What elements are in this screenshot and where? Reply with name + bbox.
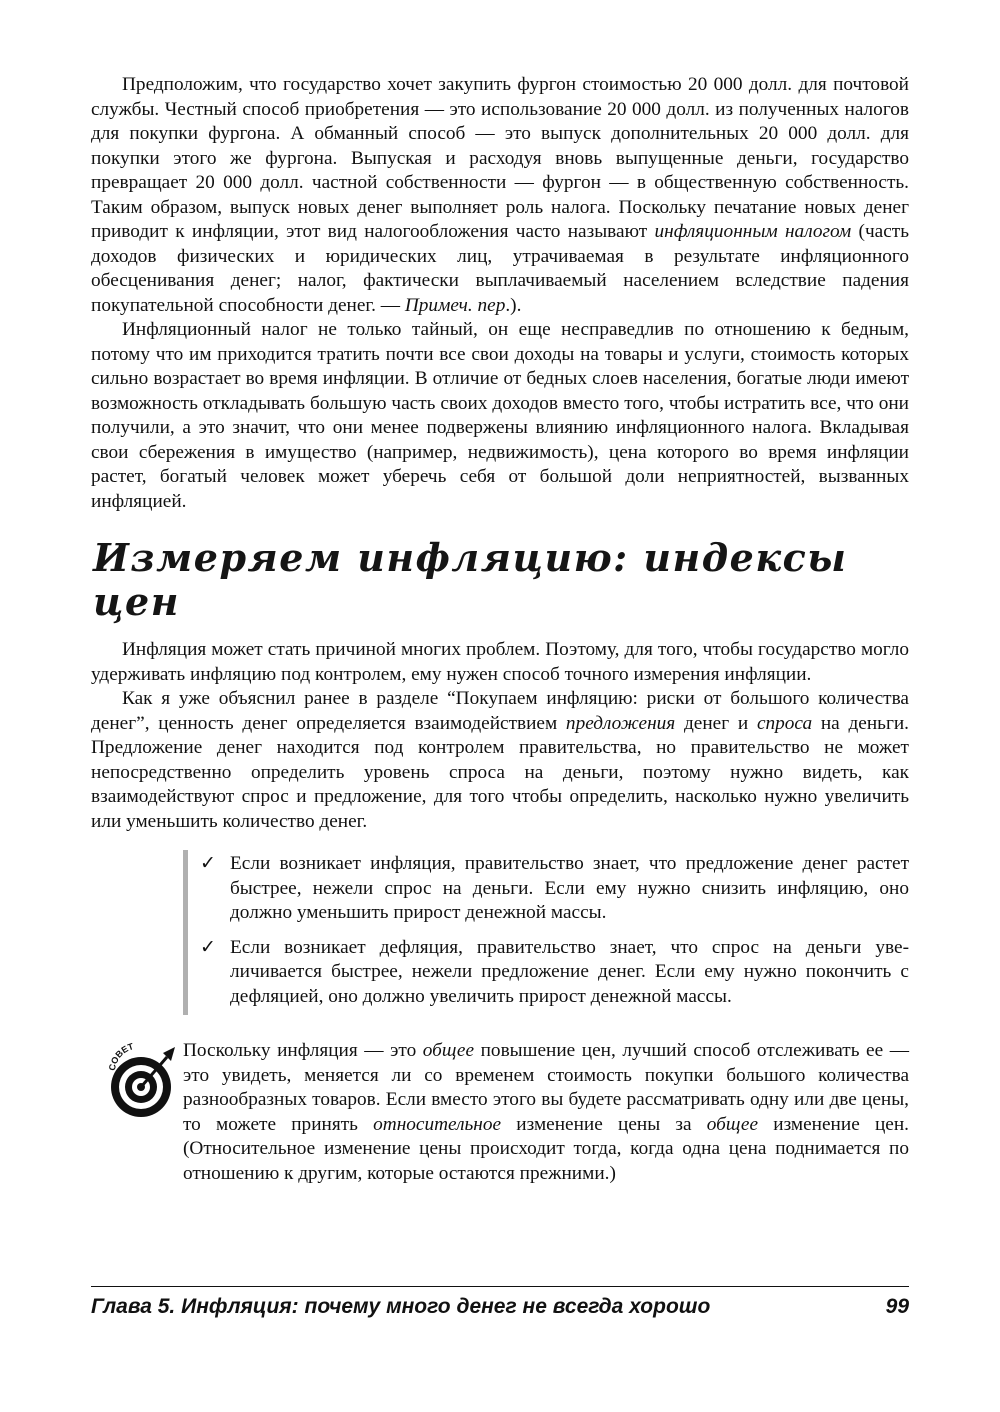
paragraph xyxy=(91,638,909,687)
emphasis-text: общее xyxy=(706,1113,759,1135)
emphasis-text: относительное xyxy=(373,1113,502,1135)
tip-icon-label: СОВЕТ xyxy=(106,1041,135,1072)
paragraph xyxy=(91,318,909,514)
text-run: Инфляционный налог не только тайный, он еще несправедлив по отношению к бедным, потому что им приходится тратить почти все свои доходы на товары и услуги, стоимость которых сильно возрастает во время инфляции. В отличие от бедных слоев населения, богатые люди имеют возможность откладывать большую часть своих доходов вместо того, чтобы истратить все, что они получили, а это значит, что они менее подвержены влиянию инфляционного налога. Вкладывая свои сбережения в имущество (например, недвижимость), цена которого во время инфляции растет, богатый человек может уберечь себя от большой доли неприятностей, вызванных инфляцией. xyxy=(91,319,909,512)
page-footer xyxy=(91,1286,909,1319)
text-run: изменение цен. (Относительное изменение цены происходит тогда, когда одна цена поднимается по отношению к другим, которые остаются прежними.) xyxy=(183,1113,909,1184)
text-run: Предположим, что государство хочет закупить фургон стоимостью 20 000 долл. для почтовой службы. Честный способ приобретения — это использование 20 000 долл. из полученных налогов для покупки фургона. А обманный способ — это выпуск дополнительных 20 000 долл. для покупки этого же фургона. Выпуская и расходуя вновь выпущенные деньги, государство превращает 20 000 долл. частной собственности — фургон — в общественную собственность. Таким образом, выпуск новых денег выполняет роль налога. Поскольку печатание новых денег приводит к инфляции, этот вид налогообложения часто называют xyxy=(91,74,909,242)
page-number: 99 xyxy=(885,1295,909,1318)
emphasis-text: общее xyxy=(422,1040,475,1061)
bullet-text: Если возникает инфляция, правительство знает, что предложение денег растет быстрее, нежели спрос на деньги. Если ему нужно снизить инфляцию, оно должно уменьшить прирост денежной массы. xyxy=(230,853,909,923)
text-run: (часть доходов физических и юридических лиц, утрачиваемая в результате инфляционного обесценивания денег; налог, фактически выплачиваемый населением вследствие падения покупательной способности денег. — xyxy=(91,221,910,316)
section-heading: Измеряем инфляцию: индексы цен xyxy=(93,535,848,624)
emphasis-text: предложения xyxy=(565,712,676,734)
bullet-text: Если возникает дефляция, правительство знает, что спрос на деньги увеличивается быстрее, нежели предложение денег. Если ему нужно покончить с дефляцией, оно должно увеличить прирост денежной массы. xyxy=(230,936,909,1007)
text-run: на деньги. Предложение денег находится под контролем правительства, но правительство не может непосредственно определить уровень спроса на деньги, поэтому нужно видеть, как взаимодействуют спрос и предложение, для того чтобы определить, насколько нужно увеличить или уменьшить количество денег. xyxy=(91,712,910,832)
list-item xyxy=(198,852,909,926)
tip-text xyxy=(183,1039,909,1186)
section-paragraphs xyxy=(91,638,909,834)
page-content xyxy=(91,73,909,1186)
checkmark-icon: ✓ xyxy=(200,936,216,958)
paragraph xyxy=(91,687,909,834)
paragraph xyxy=(91,73,909,318)
checkmark-icon: ✓ xyxy=(200,853,216,874)
text-run: изменение цены за xyxy=(501,1113,707,1135)
text-run: Поскольку инфляция — это xyxy=(183,1040,423,1061)
emphasis-text: Примеч. пер xyxy=(404,294,506,316)
tip-box xyxy=(91,1039,909,1186)
text-run: Как я уже объяснил ранее в разделе “Покупаем инфляцию: риски от большого количества денег”, ценность денег определяется взаимодействием xyxy=(91,688,909,734)
text-run: повышение цен, лучший способ отслеживать ее — это увидеть, меняется ли со временем стоимость покупки большого количества разнообразных товаров. Если вместо этого вы будете рассматривать одну или две цены, то можете принять xyxy=(183,1040,910,1135)
bullet-list xyxy=(183,850,909,1015)
list-item xyxy=(198,936,909,1010)
intro-paragraphs xyxy=(91,73,909,514)
emphasis-text: спроса xyxy=(756,712,813,734)
target-arrow-icon xyxy=(101,1039,181,1119)
tip-icon-container xyxy=(91,1039,183,1186)
text-run: .). xyxy=(505,294,522,316)
text-run: Инфляция может стать причиной многих проблем. Поэтому, для того, чтобы государство могло удерживать инфляцию под контролем, ему нужен способ точного измерения инфляции. xyxy=(91,639,909,685)
emphasis-text: инфляционным налогом xyxy=(654,221,852,242)
chapter-title: Глава 5. Инфляция: почему много денег не всегда хорошо xyxy=(91,1295,711,1318)
text-run: денег и xyxy=(675,712,757,734)
